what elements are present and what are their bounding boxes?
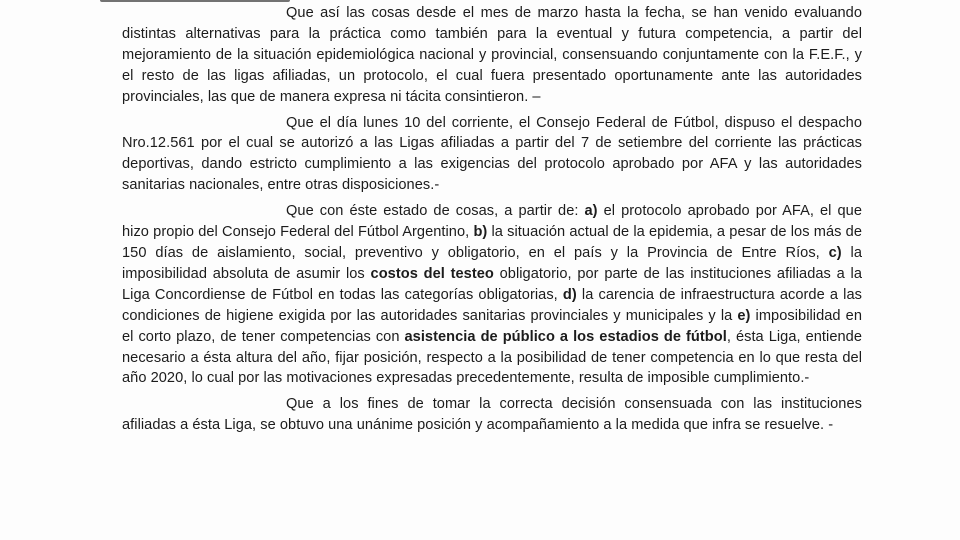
bold-text-run: asistencia de público a los estadios de fútbol (404, 328, 727, 345)
text-run: Que a los fines de tomar la correcta decisión consensuada con las instituciones afiliadas a ésta Liga, se obtuvo una unánime posición y acompañamiento a la medida que infra se resuelve. - (122, 396, 862, 434)
text-run: la carencia de infraestructura acorde a las condiciones de higiene exigida por las autoridades sanitarias provinciales y municipales y la (122, 286, 862, 324)
document-body (122, 3, 862, 441)
bold-text-run: b) (473, 224, 488, 241)
text-run: el protocolo aprobado por AFA, el que hizo propio del Consejo Federal del Fútbol Argentino, (122, 203, 862, 241)
text-run: Que así las cosas desde el mes de marzo hasta la fecha, se han venido evaluando distintas alternativas para la práctica como también para la eventual y futura competencia, a partir del mejoramiento de la situación epidemiológica nacional y provincial, consensuando conjuntamente con la F.E.F., y el resto de las ligas afiliadas, un protocolo, el cual fuera presentado oportunamente ante las autoridades provinciales, las que de manera expresa ni tácita consintieron. – (122, 5, 862, 105)
bold-text-run: e) (737, 307, 751, 324)
bold-text-run: d) (562, 286, 577, 303)
bold-text-run: a) (584, 203, 598, 220)
text-run: la situación actual de la epidemia, a pesar de los más de 150 días de aislamiento, social, preventivo y obligatorio, en el país y la Provincia de Entre Ríos, (122, 224, 862, 261)
text-run: Que con éste estado de cosas, a partir de: (286, 203, 585, 220)
text-run: la imposibilidad absoluta de asumir los (122, 244, 862, 282)
paragraph-consensus-decision (122, 394, 862, 436)
bold-text-run: costos del testeo (370, 265, 494, 282)
paragraph-federal-council-dispatch (122, 113, 862, 197)
bold-text-run: c) (828, 244, 842, 261)
text-run: obligatorio, por parte de las instituciones afiliadas a la Liga Concordiense de Fútbol en todas las categorías obligatorias, (122, 265, 863, 303)
text-run: Que el día lunes 10 del corriente, el Consejo Federal de Fútbol, dispuso el despacho Nro.12.561 por el cual se autorizó a las Ligas afiliadas a partir del 7 de setiembre del corriente las prácticas deportivas, dando estricto cumplimiento a las exigencias del protocolo aprobado por AFA y las autoridades sanitarias nacionales, entre otras disposiciones.- (122, 114, 862, 194)
paragraph-state-of-things (122, 201, 862, 389)
text-run: imposibilidad en el corto plazo, de tener competencias con (122, 307, 862, 345)
paragraph-practices-evaluation (122, 3, 862, 108)
text-run: , ésta Liga, entiende necesario a ésta altura del año, fijar posición, respecto a la posibilidad de tener competencia en lo que resta del año 2020, lo cual por las motivaciones expresadas precedentemente, resulta de imposible cumplimiento.- (122, 328, 862, 387)
top-ink-mark (100, 0, 290, 2)
